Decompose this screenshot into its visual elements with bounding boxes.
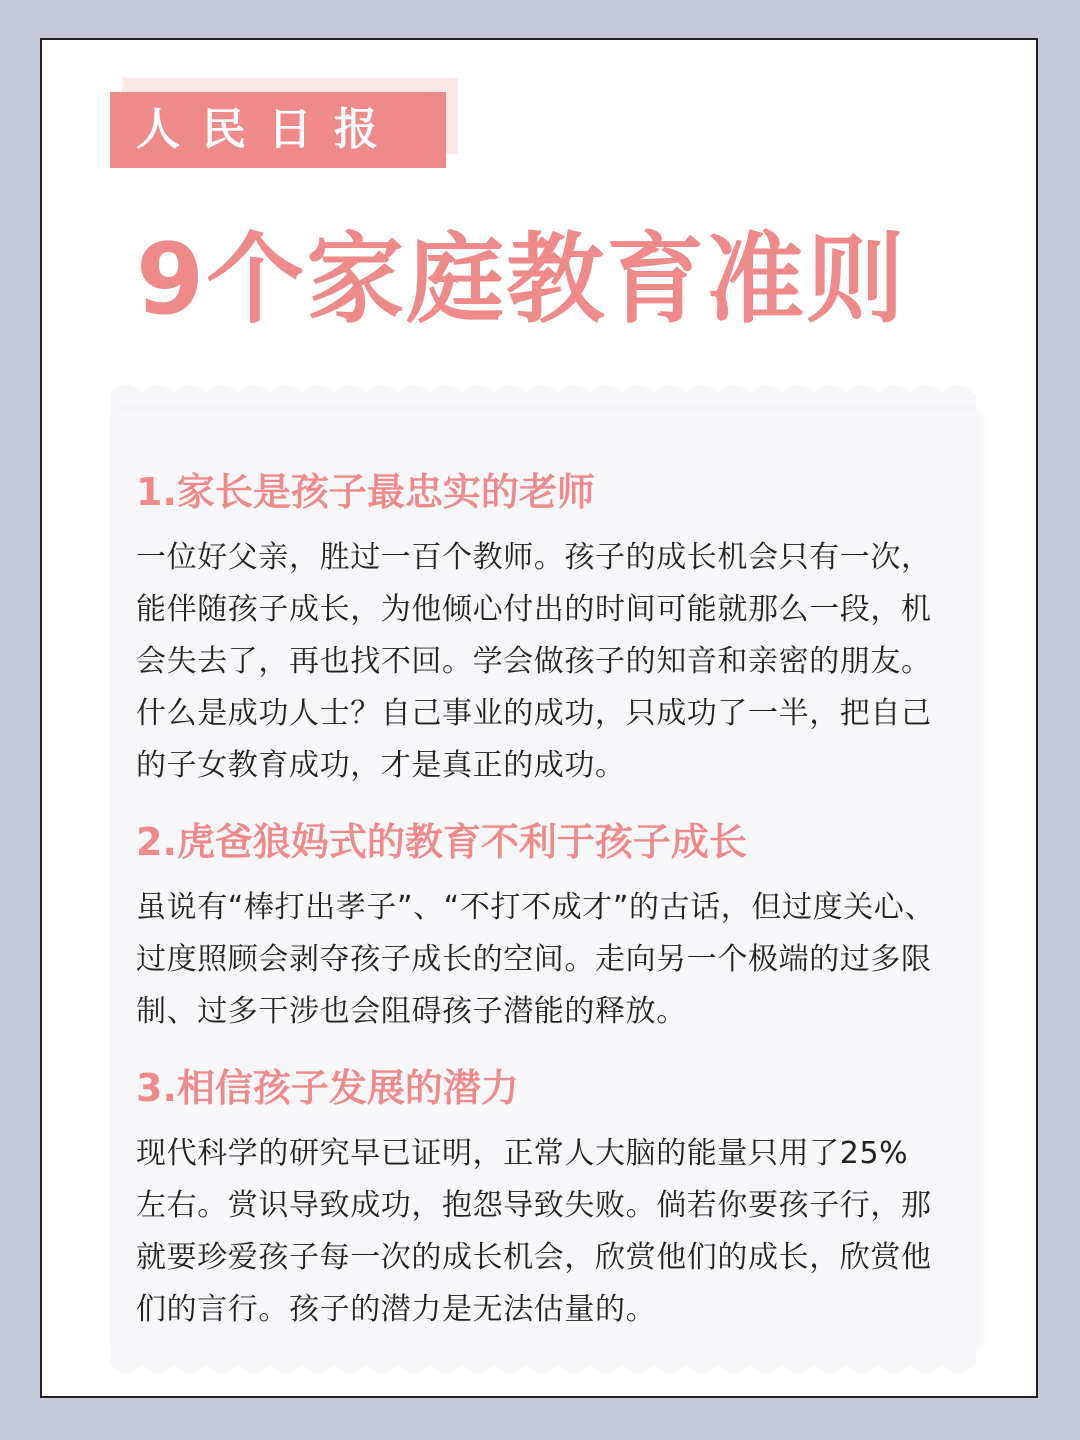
section-1-heading: 1.家长是孩子最忠实的老师 <box>136 470 595 514</box>
page-frame <box>40 38 1038 1398</box>
brand-tag: 人民日报 <box>110 92 446 168</box>
section-2-paragraph-1: 虽说有“棒打出孝子”、“不打不成才”的古话，但过度关心、过度照顾会剥夺孩子成长的空间。走向另一个极端的过多限制、过多干涉也会阻碍孩子潜能的释放。 <box>136 890 935 1029</box>
section-3-paragraph-1: 现代科学的研究早已证明，正常人大脑的能量只用了25% 左右。赏识导致成功，抱怨导致失败。倘若你要孩子行，那就要珍爱孩子每一次的成长机会，欣赏他们的成长，欣赏他们的言行。孩子的潜力是无法估量的。 <box>136 1136 932 1327</box>
section-2-heading: 2.虎爸狼妈式的教育不利于孩子成长 <box>136 820 747 864</box>
section-3-heading: 3.相信孩子发展的潜力 <box>136 1066 519 1110</box>
section-1-paragraph-1: 一位好父亲，胜过一百个教师。孩子的成长机会只有一次，能伴随孩子成长，为他倾心付出的时间可能就那么一段，机会失去了，再也找不回。学会做孩子的知音和亲密的朋友。 <box>136 540 932 679</box>
content-card <box>110 376 976 1382</box>
card-content <box>136 464 942 1336</box>
page-title: 9个家庭教育准则 <box>136 223 907 337</box>
section-1-paragraph-2: 什么是成功人士？自己事业的成功，只成功了一半，把自己的子女教育成功，才是真正的成功。 <box>136 696 932 783</box>
card-bottom-scallop <box>110 1346 976 1382</box>
card-top-scallop <box>110 376 976 412</box>
